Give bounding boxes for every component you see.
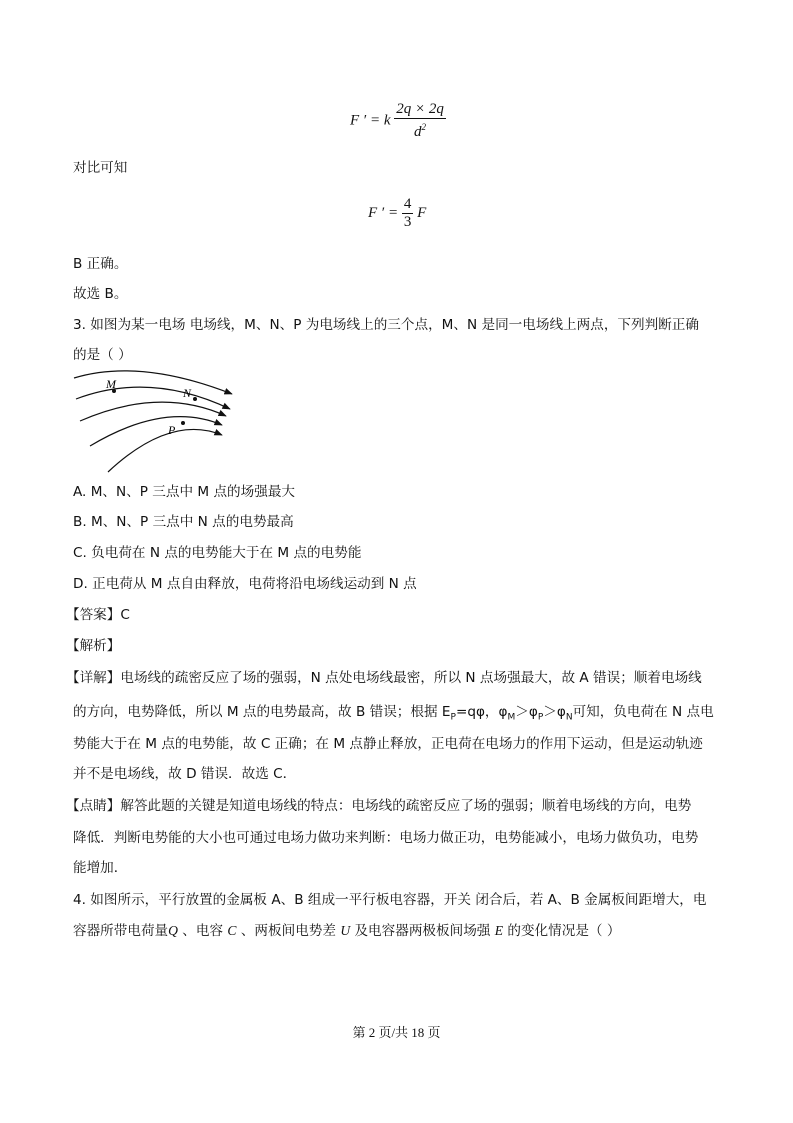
detail2-sub-n: N — [565, 712, 573, 723]
b-correct-text: B 正确。 — [73, 256, 128, 272]
formula1-den-var: d — [414, 124, 422, 140]
q3-stem-line2: 的是（ ） — [73, 347, 132, 363]
q3-tip-line3: 能增加． — [73, 860, 128, 876]
formula2-numerator: 4 — [403, 196, 412, 212]
formula1-numerator: 2q × 2q — [396, 101, 444, 117]
q4-line2-e: 的变化情况是（ ） — [503, 923, 621, 939]
q4-stem-line2 — [73, 921, 620, 941]
formula2-rhs: F — [417, 204, 427, 221]
q3-detail-line3: 势能大于在 M 点的电势能，故 C 正确；在 M 点静止释放，正电荷在电场力的作用下运动，但是运动轨迹 — [73, 736, 703, 752]
detail2-sub-p: P — [450, 712, 456, 723]
formula1-lhs: F ′ = k — [350, 112, 391, 129]
formula2-fraction — [402, 196, 414, 231]
q3-detail-line4: 并不是电场线，故 D 错误．故选 C． — [73, 766, 297, 782]
q3-option-c: C. 负电荷在 N 点的电势能大于在 M 点的电势能 — [73, 545, 362, 561]
field-line-4 — [90, 417, 222, 446]
q3-stem-line1: 3. 如图为某一电场 电场线，M、N、P 为电场线上的三个点，M、N 是同一电场线上两点，下列判断正确 — [73, 317, 699, 333]
detail2-sub-m: M — [507, 712, 516, 723]
detail2-sub-p2: P — [537, 712, 544, 723]
detail2-part-c: ＞φ — [515, 704, 538, 720]
page-footer: 第 2 页/共 18 页 — [352, 1025, 441, 1040]
point-p-label: P — [168, 423, 176, 437]
point-p-dot — [181, 421, 185, 425]
q4-stem-line1: 4. 如图所示，平行放置的金属板 A、B 组成一平行板电容器，开关 闭合后，若 A、B 金属板间距增大，电 — [73, 892, 707, 908]
q3-detail-line2 — [73, 702, 714, 728]
formula-ratio — [368, 196, 426, 231]
q4-var-q: Q — [168, 923, 178, 938]
detail2-part-e: 可知，负电荷在 N 点电 — [572, 704, 714, 720]
q4-line2-b: 、电容 — [177, 923, 228, 939]
q4-line2-c: 、两板间电势差 — [236, 923, 341, 939]
q3-detail-line1: 【详解】电场线的疏密反应了场的强弱，N 点处电场线最密，所以 N 点场强最大，故 A 错误；顺着电场线 — [66, 670, 702, 686]
point-n-label: N — [183, 386, 192, 400]
q3-option-a: A. M、N、P 三点中 M 点的场强最大 — [73, 484, 296, 500]
field-line-3 — [80, 402, 226, 421]
field-line-1 — [74, 371, 232, 394]
field-line-5 — [108, 429, 222, 472]
electric-field-lines-figure — [70, 366, 240, 478]
contrast-text: 对比可知 — [73, 160, 128, 176]
detail2-part-d: ＞φ — [543, 704, 566, 720]
formula2-lhs: F ′ = — [368, 204, 399, 221]
formula1-den-exp: 2 — [421, 122, 427, 132]
formula2-denominator: 3 — [403, 214, 412, 230]
q3-tip-line1: 【点睛】解答此题的关键是知道电场线的特点：电场线的疏密反应了场的强弱；顺着电场线的方向，电势 — [66, 798, 692, 814]
q3-answer: 【答案】C — [66, 607, 130, 623]
q4-var-u: U — [340, 923, 351, 938]
field-line-2 — [76, 387, 230, 409]
q4-line2-d: 及电容器两极板间场强 — [350, 923, 495, 939]
formula1-denominator — [394, 119, 446, 141]
q3-tip-line2: 降低．判断电势能的大小也可通过电场力做功来判断：电场力做正功，电势能减小，电场力做负功，电势 — [73, 830, 699, 846]
q3-option-b: B. M、N、P 三点中 N 点的电势最高 — [73, 514, 294, 530]
choose-b-text: 故选 B。 — [73, 286, 128, 302]
q3-analysis-heading: 【解析】 — [66, 638, 121, 654]
detail2-part-b: =qφ，φ — [455, 704, 508, 720]
q4-var-c: C — [227, 923, 237, 938]
detail2-part-a: 的方向，电势降低，所以 M 点的电势最高，故 B 错误；根据 E — [73, 704, 451, 720]
q4-line2-a: 容器所带电荷量 — [73, 923, 169, 939]
formula1-fraction — [394, 101, 446, 141]
point-n-dot — [193, 397, 197, 401]
q3-option-d: D. 正电荷从 M 点自由释放，电荷将沿电场线运动到 N 点 — [73, 576, 417, 592]
formula-coulomb-new — [350, 101, 446, 141]
point-m-label: M — [106, 377, 116, 391]
q4-var-e: E — [494, 923, 504, 938]
